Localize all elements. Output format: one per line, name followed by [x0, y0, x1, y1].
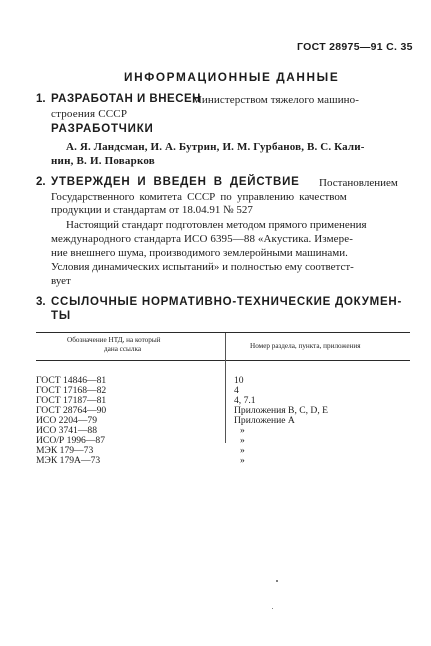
scan-speck [276, 580, 278, 582]
section-1-heading: РАЗРАБОТАН И ВНЕСЕН [51, 93, 201, 105]
section-1-text-line2: строения СССР [51, 108, 128, 120]
section-2-line3: продукции и стандартам от 18.04.91 № 527 [51, 204, 253, 216]
developers-heading: РАЗРАБОТЧИКИ [51, 123, 154, 135]
table-cell-doc: МЭК 179—73 [36, 445, 94, 456]
table-cell-ref: 10 [234, 375, 244, 386]
table-cell-ref: Приложение А [234, 415, 295, 426]
scan-speck [272, 608, 273, 609]
section-1-number: 1. [36, 93, 46, 105]
page-title: ИНФОРМАЦИОННЫЕ ДАННЫЕ [124, 70, 340, 84]
table-cell-ref: 4 [234, 385, 239, 396]
developers-line1: А. Я. Ландсман, И. А. Бутрин, И. М. Гурбанов, В. С. Кали- [66, 141, 365, 153]
table-cell-ref: » [240, 445, 245, 456]
table-cell-doc: МЭК 179А—73 [36, 455, 101, 466]
table-cell-doc: ГОСТ 28764—90 [36, 405, 107, 416]
section-3-heading-line1: ССЫЛОЧНЫЕ НОРМАТИВНО-ТЕХНИЧЕСКИЕ ДОКУМЕН- [51, 296, 403, 308]
table-cell-ref: » [240, 425, 245, 436]
table-cell-ref: 4, 7.1 [234, 395, 256, 406]
table-column-divider [225, 333, 226, 443]
section-2-line8: вует [51, 275, 71, 287]
table-cell-ref: Приложения B, C, D, E [234, 405, 329, 416]
section-3-heading-line2: ТЫ [51, 310, 71, 322]
table-cell-doc: ИСО 2204—79 [36, 415, 98, 426]
section-2-line6: ние внешнего шума, производимого землеройными машинами. [51, 247, 348, 259]
section-3-number: 3. [36, 296, 46, 308]
table-header-col2: Номер раздела, пункта, приложения [250, 342, 361, 350]
table-cell-ref: » [240, 455, 245, 466]
section-2-line2: Государственного комитета СССР по управлению качеством [51, 191, 347, 203]
section-2-line4: Настоящий стандарт подготовлен методом прямого применения [66, 219, 367, 231]
table-cell-doc: ИСО/Р 1996—87 [36, 435, 106, 446]
page-header: ГОСТ 28975—91 С. 35 [297, 41, 413, 53]
table-cell-doc: ГОСТ 17187—81 [36, 395, 107, 406]
section-1-text-line1: Министерством тяжелого машино- [192, 94, 360, 106]
table-cell-doc: ГОСТ 14846—81 [36, 375, 107, 386]
table-header-col1-line1: Обозначение НТД, на который [67, 336, 161, 344]
section-2-line1-tail: Постановлением [319, 177, 398, 189]
table-cell-ref: » [240, 435, 245, 446]
table-top-rule [36, 332, 410, 333]
section-2-heading: УТВЕРЖДЕН И ВВЕДЕН В ДЕЙСТВИЕ [51, 176, 300, 188]
table-header-rule [36, 360, 410, 361]
section-2-line5: международного стандарта ИСО 6395—88 «Акустика. Измере- [51, 233, 353, 245]
section-2-number: 2. [36, 176, 46, 188]
table-cell-doc: ГОСТ 17168—82 [36, 385, 107, 396]
table-cell-doc: ИСО 3741—88 [36, 425, 98, 436]
developers-line2: нин, В. И. Поварков [51, 155, 155, 167]
section-2-line7: Условия динамических испытаний» и полностью ему соответст- [51, 261, 354, 273]
table-header-col1-line2: дана ссылка [104, 345, 142, 353]
